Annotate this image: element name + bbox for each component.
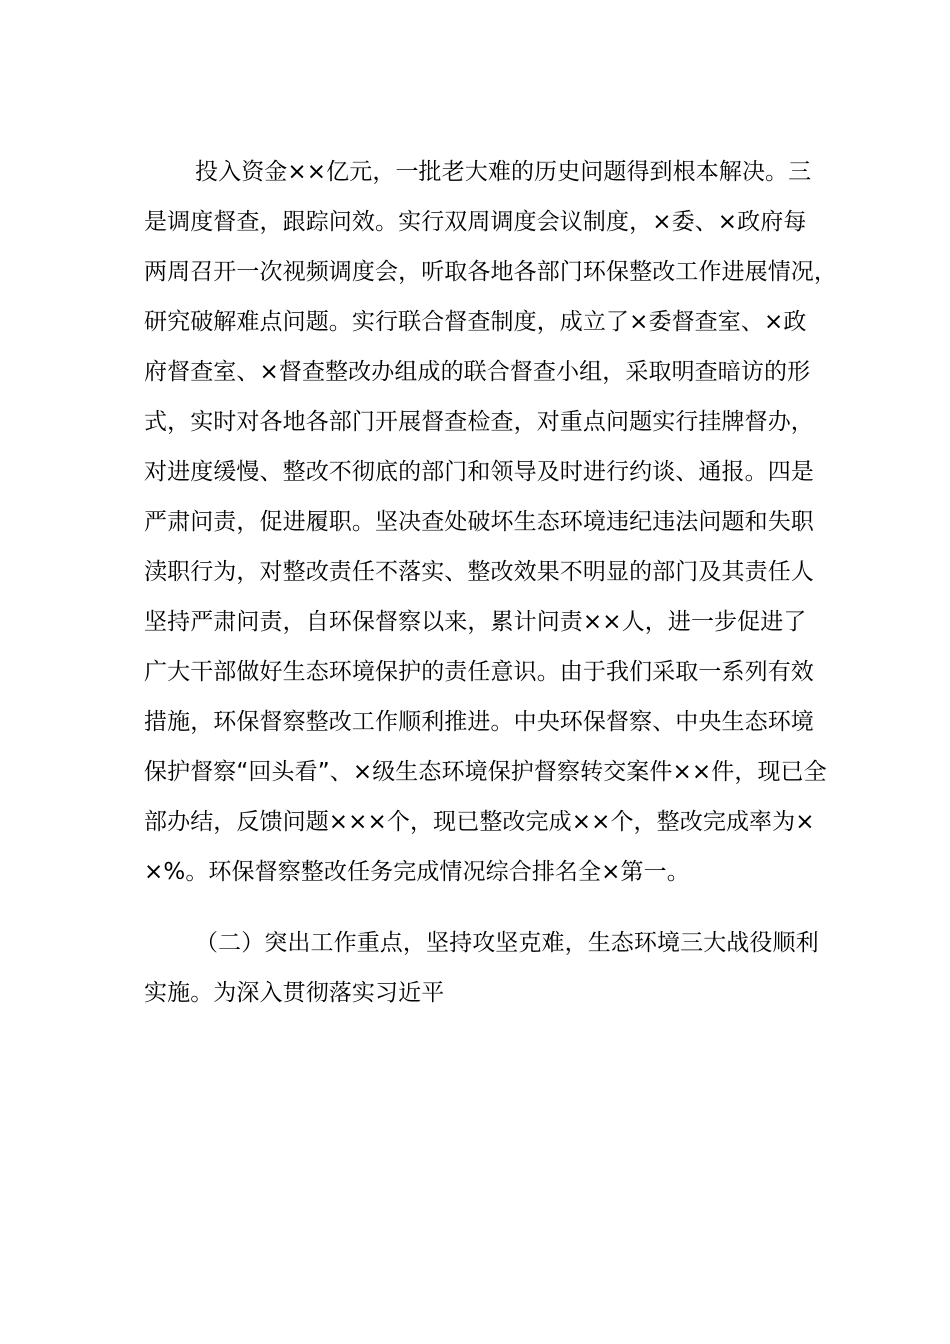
- paragraph-line-14: 部办结，反馈问题×××个，现已整改完成××个，整改完成率为×: [144, 809, 815, 835]
- paragraph-line-5: 府督查室、×督查整改办组成的联合督查小组，采取明查暗访的形: [144, 359, 811, 385]
- paragraph-line-2: 是调度督查，跟踪问效。实行双周调度会议制度，×委、×政府每: [144, 209, 807, 235]
- paragraph-line-11: 广大干部做好生态环境保护的责任意识。由于我们采取一系列有效: [144, 659, 814, 685]
- paragraph-line-13: 保护督察“回头看”、×级生态环境保护督察转交案件××件，现已全: [144, 759, 827, 785]
- paragraph-line-7: 对进度缓慢、整改不彻底的部门和领导及时进行约谈、通报。四是: [144, 459, 814, 485]
- paragraph-line-9: 渎职行为，对整改责任不落实、整改效果不明显的部门及其责任人: [144, 559, 814, 585]
- paragraph-line-12: 措施，环保督察整改工作顺利推进。中央环保督察、中央生态环境: [144, 709, 814, 735]
- section-heading-line-1: （二）突出工作重点，坚持攻坚克难，生态环境三大战役顺利: [195, 930, 819, 956]
- section-heading-line-2: 实施。为深入贯彻落实习近平: [144, 980, 445, 1006]
- paragraph-line-3: 两周召开一次视频调度会，听取各地各部门环保整改工作进展情况，: [144, 259, 837, 285]
- paragraph-line-4: 研究破解难点问题。实行联合督查制度，成立了×委督查室、×政: [144, 309, 807, 335]
- paragraph-line-8: 严肃问责，促进履职。坚决查处破坏生态环境违纪违法问题和失职: [144, 509, 814, 535]
- paragraph-line-6: 式，实时对各地各部门开展督查检查，对重点问题实行挂牌督办，: [144, 409, 814, 435]
- paragraph-line-15: ×%。环保督察整改任务完成情况综合排名全×第一。: [144, 859, 690, 885]
- paragraph-line-10: 坚持严肃问责，自环保督察以来，累计问责××人，进一步促进了: [144, 609, 807, 635]
- paragraph-line-1: 投入资金××亿元，一批老大难的历史问题得到根本解决。三: [195, 159, 812, 185]
